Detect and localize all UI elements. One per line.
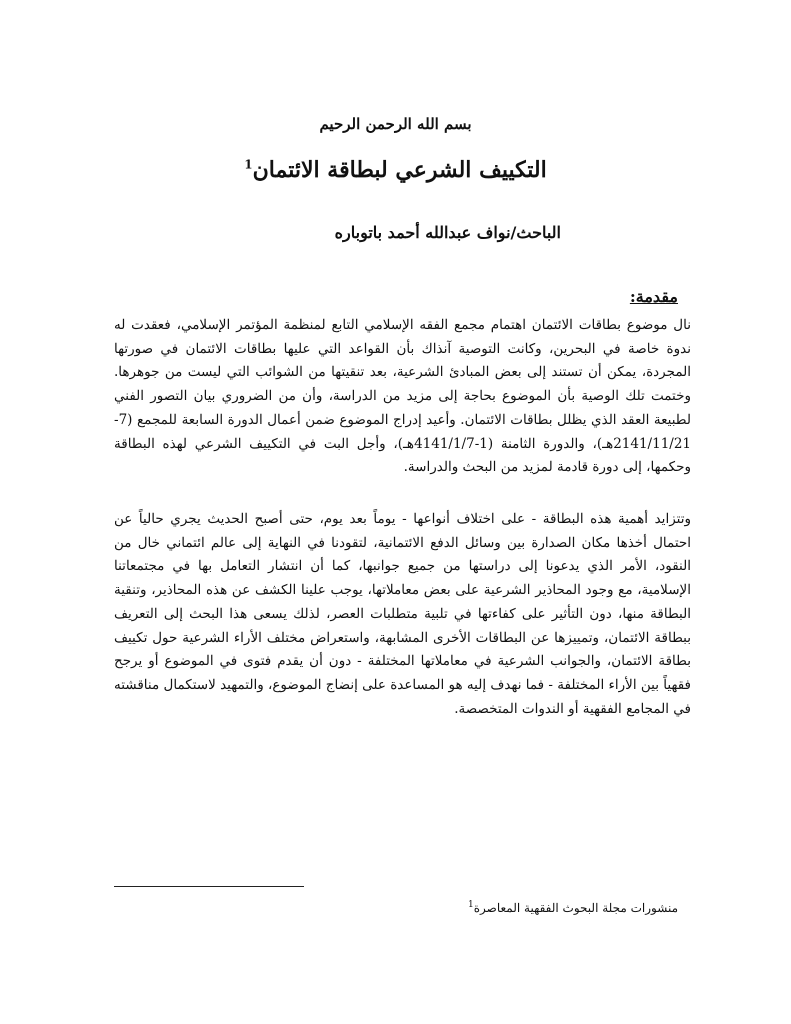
footnote: [458, 896, 678, 917]
title-text: التكييف الشرعي لبطاقة الائتمان: [252, 157, 547, 183]
author-line: الباحث/نواف عبدالله أحمد باتوباره: [334, 223, 561, 242]
paragraph-2: وتتزايد أهمية هذه البطاقة - على اختلاف أنواعها - يوماً بعد يوم، حتى أصبح الحديث يجري حالياً عن احتمال أخذها مكان الصدارة بين وسائل الدفع الائتمانية، لتقودنا في النهاية إلى عالم ائتماني خال من النقود، الأمر الذي يدعونا إلى دراستها من جميع جوانبها، كما أن انتشار التعامل بها في مجتمعاتنا الإسلامية، مع وجود المحاذير الشرعية على بعض معاملاتها، يوجب علينا الكشف عن هذه المحاذير، وتنقية البطاقة منها، دون التأثير على كفاءتها في تلبية متطلبات العصر، لذلك يسعى هذا البحث إلى التعريف ببطاقة الائتمان، وتمييزها عن البطاقات الأخرى المشابهة، واستعراض مختلف الأراء الشرعية حول تكييف بطاقة الائتمان، والجوانب الشرعية في معاملاتها المختلفة - دون أن يقدم فتوى في الموضوع أو يرجح فقهياً بين الأراء المختلفة - فما نهدف إليه هو المساعدة على إنضاج الموضوع، والتمهيد لاستكمال مناقشته في المجامع الفقهية أو الندوات المتخصصة.: [114, 511, 691, 717]
footnote-number: 1: [468, 900, 474, 910]
footnote-text: منشورات مجلة البحوث الفقهية المعاصرة: [473, 901, 678, 915]
page-title: [0, 153, 791, 187]
basmala: بسم الله الرحمن الرحيم: [319, 115, 472, 133]
section-heading: مقدمة:: [629, 287, 678, 306]
title-footnote-marker: 1: [244, 157, 253, 172]
paragraph-1: نال موضوع بطاقات الائتمان اهتمام مجمع الفقه الإسلامي التابع لمنظمة المؤتمر الإسلامي، فعقدت له ندوة خاصة في البحرين، وكانت التوصية آنذاك بأن القواعد التي عليها بطاقات الائتمان في صورتها المجردة، يمكن أن تستند إلى بعض المبادئ الشرعية، بعد تنقيتها من الشوائب التي ليست من جوهرها. وختمت تلك الوصية بأن الموضوع بحاجة إلى مزيد من الدراسة، وأن من الضروري بيان التصور الفني لطبيعة العقد الذي يظلل بطاقات الائتمان. وأعيد إدراج الموضوع ضمن أعمال الدورة السابعة للمجمع (7-2141/11/21هـ)، والدورة الثامنة (1-4141/1/7هـ)، وأجل البت في التكييف الشرعي لهذه البطاقة وحكمها، إلى دورة قادمة لمزيد من البحث والدراسة.: [114, 317, 692, 476]
footnote-divider: [114, 886, 304, 887]
